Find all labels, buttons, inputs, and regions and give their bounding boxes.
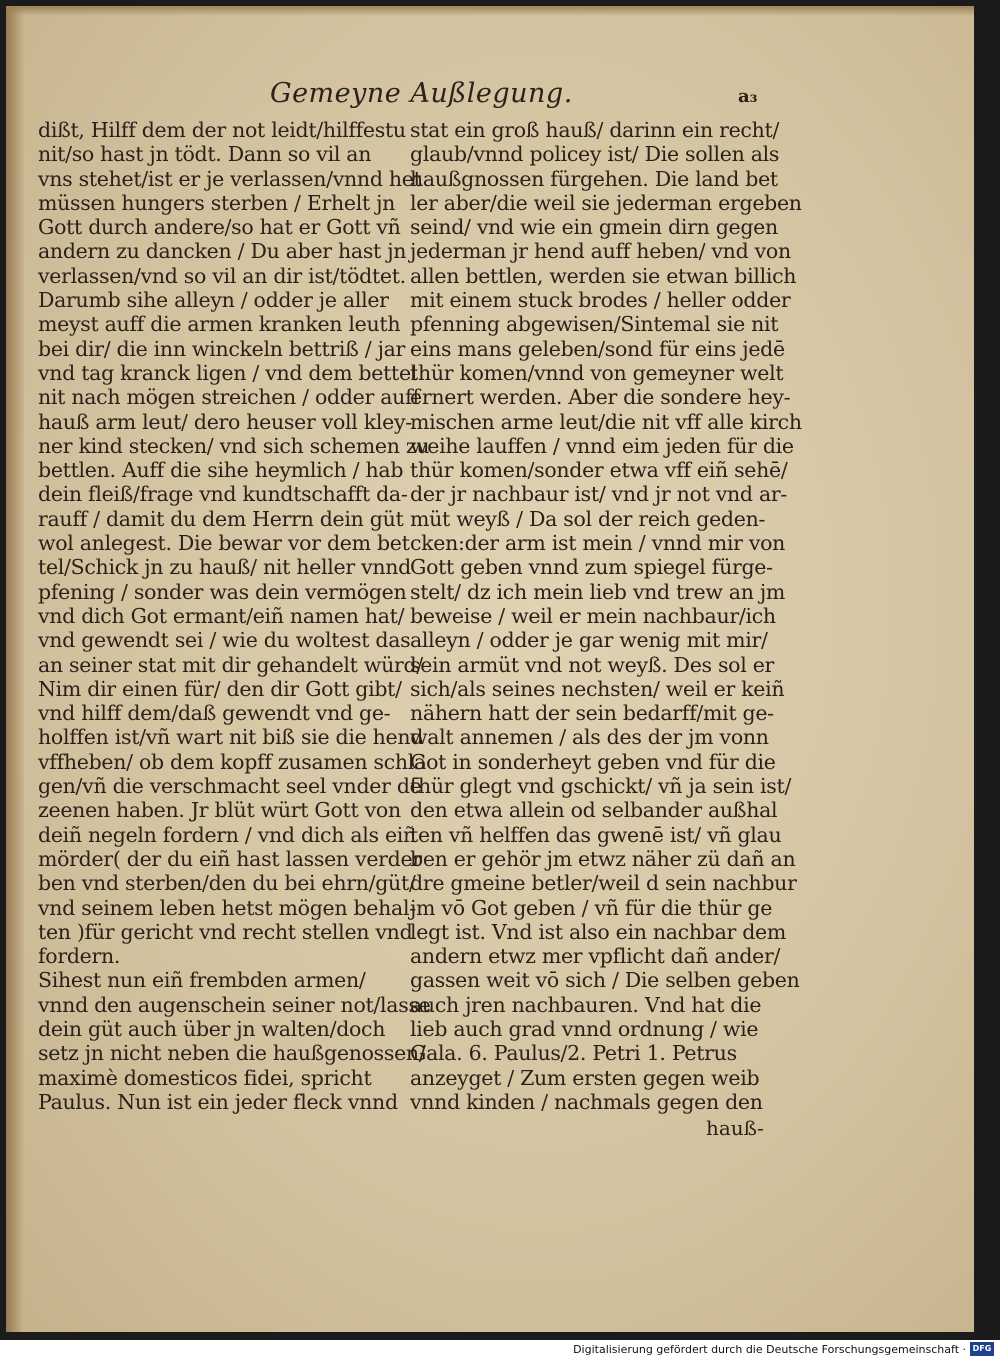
page-top-shadow: [6, 6, 974, 16]
text-line: vnd gewendt sei / wie du woltest das: [38, 628, 411, 653]
text-line: Gala. 6. Paulus/2. Petri 1. Petrus: [410, 1041, 737, 1066]
text-line: haußgnossen fürgehen. Die land bet: [410, 166, 778, 191]
text-line: ben vnd sterben/den du bei ehrn/güt/: [38, 871, 416, 896]
text-line: deiñ negeln fordern / vnd dich als eiñ: [38, 822, 416, 847]
text-line: vns stehet/ist er je verlassen/vnnd het: [38, 166, 422, 191]
text-line: gassen weit vō sich / Die selben geben: [410, 968, 800, 993]
text-line: setz jn nicht neben die haußgenossen/: [38, 1041, 426, 1066]
text-line: dre gmeine betler/weil d sein nachbur: [410, 871, 797, 896]
text-line: bettlen. Auff die sihe heymlich / hab: [38, 458, 404, 483]
text-line: dißt, Hilff dem der not leidt/hilffestu: [38, 118, 406, 142]
text-line: verlassen/vnd so vil an dir ist/tödtet.: [38, 263, 406, 288]
text-line: nähern hatt der sein bedarff/mit ge-: [410, 701, 774, 726]
text-line: andern etwz mer vpflicht dañ ander/: [410, 944, 781, 969]
text-line: beweise / weil er mein nachbaur/ich: [410, 603, 776, 628]
text-line: ner kind stecken/ vnd sich schemen zu: [38, 433, 430, 458]
text-line: mit einem stuck brodes / heller odder: [410, 288, 791, 313]
text-line: legt ist. Vnd ist also ein nachbar dem: [410, 919, 787, 944]
text-line: allen bettlen, werden sie etwan billich: [410, 263, 797, 288]
text-line: pfenning abgewisen/Sintemal sie nit: [410, 312, 779, 337]
text-line: walt annemen / als des der jm vonn: [410, 725, 769, 750]
text-line: müssen hungers sterben / Erhelt jn: [38, 190, 396, 215]
text-line: ten )für gericht vnd recht stellen vnd: [38, 919, 413, 944]
text-line: Sihest nun eiñ frembden armen/: [38, 968, 366, 993]
text-line: pfening / sonder was dein vermögen: [38, 579, 407, 604]
text-line: vnnd den augenschein seiner not/lasse: [38, 992, 431, 1017]
text-line: thür komen/vnnd von gemeyner welt: [410, 360, 784, 385]
text-line: vnd dich Got ermant/eiñ namen hat/: [38, 603, 405, 628]
text-line: vffheben/ ob dem kopff zusamen schla: [38, 749, 426, 774]
text-line: Paulus. Nun ist ein jeder fleck vnnd: [38, 1089, 398, 1114]
text-line: ler aber/die weil sie jederman ergeben: [410, 190, 802, 215]
page-gutter-shadow: [6, 6, 24, 1332]
text-line: rauff / damit du dem Herrn dein güt: [38, 506, 404, 531]
text-line: holffen ist/vñ wart nit biß sie die hend: [38, 725, 424, 750]
text-line: Gott durch andere/so hat er Gott vñ: [38, 215, 401, 240]
text-line: vnd seinem leben hetst mögen behal-: [38, 895, 416, 920]
text-line: tel/Schick jn zu hauß/ nit heller vnnd: [38, 555, 411, 580]
signature-mark: a₃: [738, 86, 758, 107]
text-line: den etwa allein od selbander außhal: [410, 798, 778, 823]
text-line: nit nach mögen streichen / odder auff: [38, 385, 420, 410]
text-line: sein armüt vnd not weyß. Des sol er: [410, 652, 775, 677]
text-line: sich/als seines nechsten/ weil er keiñ: [410, 676, 785, 701]
funding-credit: Digitalisierung gefördert durch die Deutsche Forschungsgemeinschaft ·: [573, 1343, 966, 1356]
text-line: ten vñ helffen das gwenē ist/ vñ glau: [410, 822, 782, 847]
text-line: glaub/vnnd policey ist/ Die sollen als: [410, 142, 780, 167]
right-text-column: [410, 118, 802, 1114]
text-line: müt weyß / Da sol der reich geden-: [410, 506, 766, 531]
text-line: eins mans geleben/sond für eins jedē: [410, 336, 785, 361]
text-line: stelt/ dz ich mein lieb vnd trew an jm: [410, 579, 786, 604]
text-line: weihe lauffen / vnnd eim jeden für die: [410, 433, 794, 458]
text-line: Gott geben vnnd zum spiegel fürge-: [410, 555, 773, 580]
left-text-column: [38, 118, 431, 1114]
text-line: maximè domesticos fidei, spricht: [38, 1065, 372, 1090]
text-line: ernert werden. Aber die sondere hey-: [410, 385, 791, 410]
text-line: Got in sonderheyt geben vnd für die: [410, 749, 776, 774]
text-line: nit/so hast jn tödt. Dann so vil an: [38, 142, 372, 167]
text-line: alleyn / odder je gar wenig mit mir/: [410, 628, 768, 653]
text-line: lieb auch grad vnnd ordnung / wie: [410, 1016, 759, 1041]
catchword: hauß-: [706, 1116, 764, 1140]
text-line: mischen arme leut/die nit vff alle kirch: [410, 409, 802, 434]
text-line: ben er gehör jm etwz näher zü dañ an: [410, 846, 796, 871]
dfg-logo-icon: DFG: [970, 1342, 994, 1356]
text-line: wol anlegest. Die bewar vor dem bet: [38, 531, 410, 556]
text-line: gen/vñ die verschmacht seel vnder dē: [38, 774, 422, 799]
text-line: der jr nachbaur ist/ vnd jr not vnd ar-: [410, 482, 788, 507]
text-line: jederman jr hend auff heben/ vnd von: [410, 239, 791, 264]
text-line: anzeyget / Zum ersten gegen weib: [410, 1065, 760, 1090]
text-line: Nim dir einen für/ den dir Gott gibt/: [38, 676, 402, 701]
text-line: vnnd kinden / nachmals gegen den: [410, 1089, 763, 1114]
text-line: mörder( der du eiñ hast lassen verder: [38, 846, 422, 871]
text-line: vnd hilff dem/daß gewendt vnd ge-: [38, 701, 391, 726]
text-line: Darumb sihe alleyn / odder je aller: [38, 288, 389, 313]
text-line: andern zu dancken / Du aber hast jn: [38, 239, 407, 264]
text-line: thür glegt vnd gschickt/ vñ ja sein ist/: [410, 774, 792, 799]
text-line: seind/ vnd wie ein gmein dirn gegen: [410, 215, 778, 240]
text-line: cken:der arm ist mein / vnnd mir von: [410, 531, 786, 556]
text-line: zeenen haben. Jr blüt würt Gott von: [38, 798, 401, 823]
text-line: bei dir/ die inn winckeln bettriß / jar: [38, 336, 406, 361]
text-line: an seiner stat mit dir gehandelt würd/: [38, 652, 423, 677]
text-line: jm vō Got geben / vñ für die thür ge: [410, 895, 773, 920]
text-line: meyst auff die armen kranken leuth: [38, 312, 401, 337]
text-line: vnd tag kranck ligen / vnd dem bettel: [38, 360, 418, 385]
text-line: stat ein groß hauß/ darinn ein recht/: [410, 118, 780, 142]
running-head: Gemeyne Außlegung.: [270, 78, 573, 109]
text-line: dein güt auch über jn walten/doch: [38, 1016, 386, 1041]
text-line: auch jren nachbauren. Vnd hat die: [410, 992, 762, 1017]
text-line: fordern.: [38, 944, 121, 969]
text-line: dein fleiß/frage vnd kundtschafft da-: [38, 482, 408, 507]
text-line: thür komen/sonder etwa vff eiñ sehē/: [410, 458, 788, 483]
text-line: hauß arm leut/ dero heuser voll kley-: [38, 409, 412, 434]
